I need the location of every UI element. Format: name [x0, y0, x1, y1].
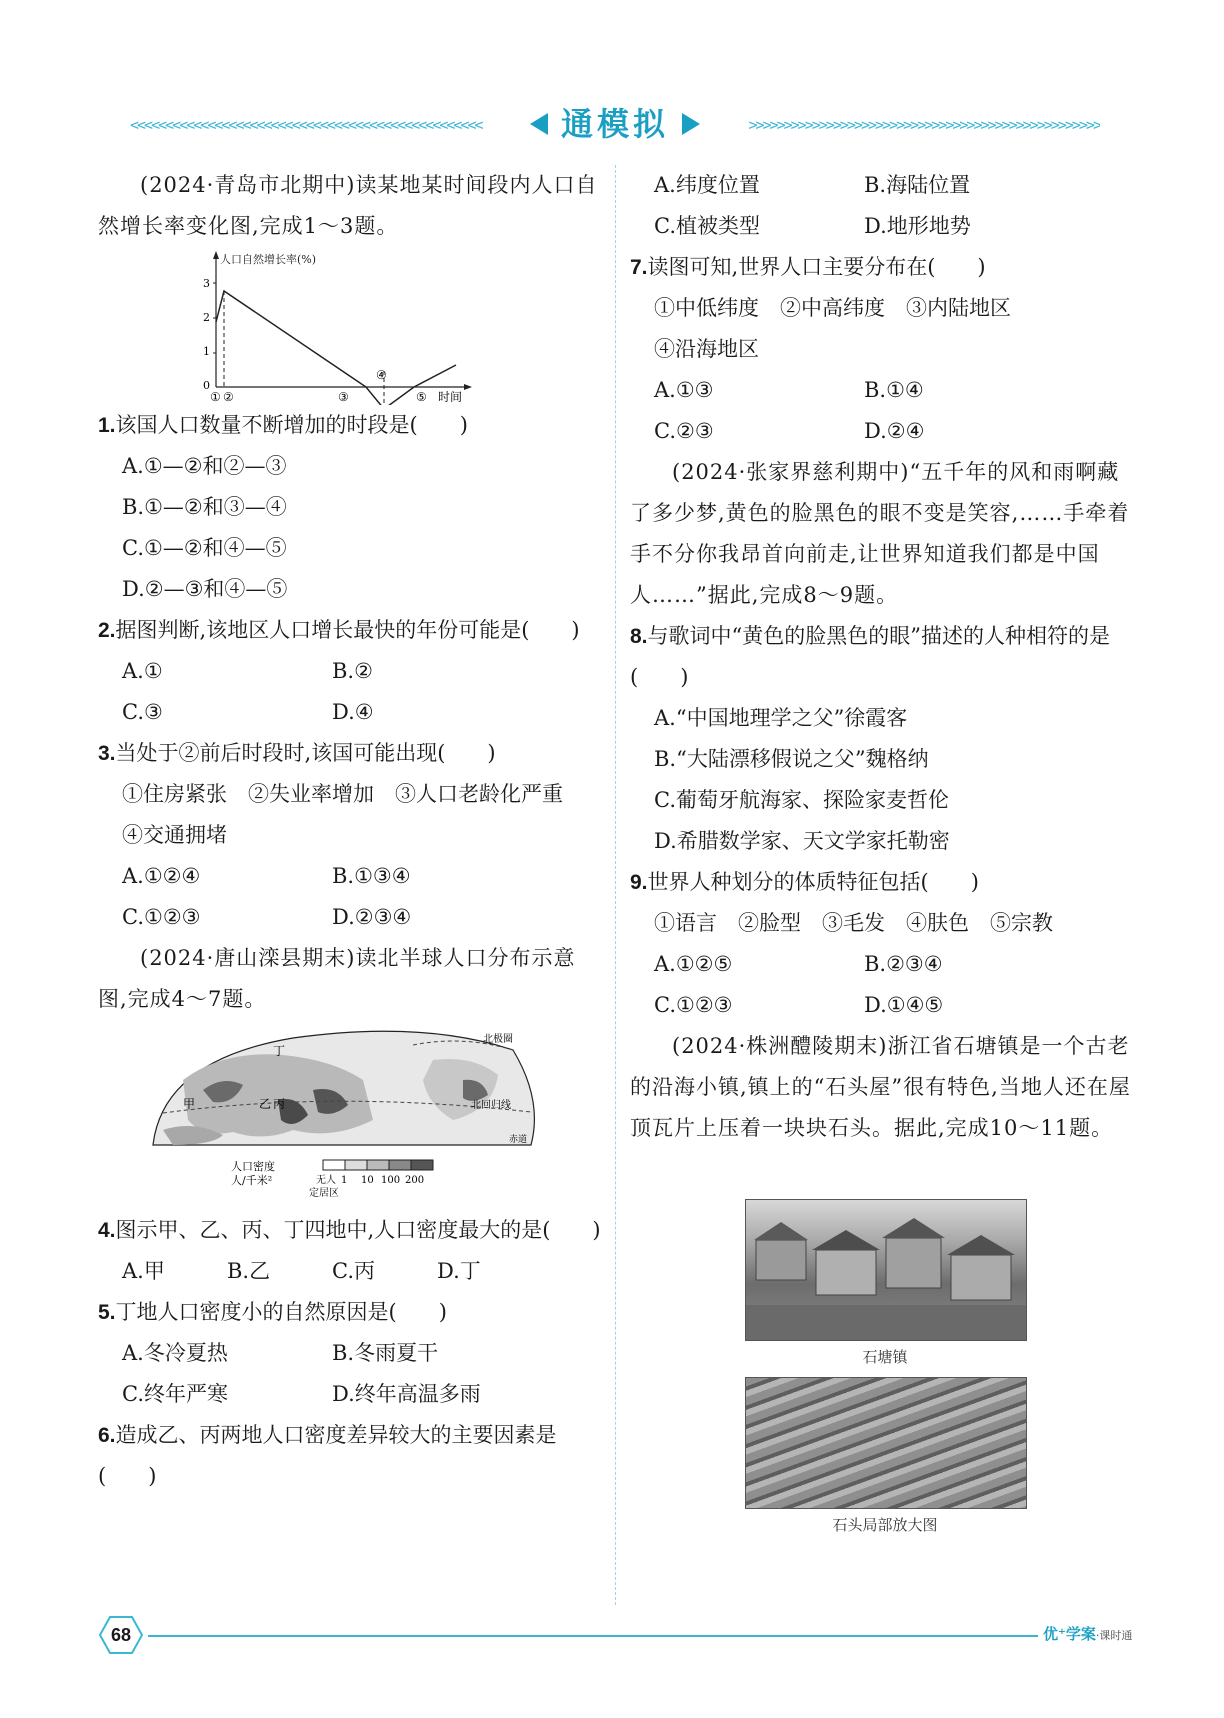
legend-swatch-4: [411, 1160, 433, 1170]
q2-option-a: A.①: [122, 659, 163, 683]
growth-rate-line: [216, 291, 456, 405]
y-axis-label: 人口自然增长率(%): [220, 253, 317, 266]
q5-option-b: B.冬雨夏干: [332, 1341, 439, 1365]
chevron-decoration-right: >>>>>>>>>>>>>>>>>>>>>>>>>>>>>>>>>>>>>>>>>>>>>>>>>>: [748, 116, 1100, 132]
q9-option-d: D.①④⑤: [864, 993, 944, 1017]
legend-empty-label2: 定居区: [309, 1188, 339, 1199]
population-map-svg: [133, 1020, 553, 1210]
legend-swatch-3: [389, 1160, 411, 1170]
q6-option-c: C.植被类型: [654, 214, 760, 238]
legend-value-1: 1: [341, 1175, 348, 1186]
photo-stone-closeup: [745, 1377, 1027, 1509]
q8-option-b: B.“大陆漂移假说之父”魏格纳: [654, 747, 929, 771]
question-4: 4.图示甲、乙、丙、丁四地中,人口密度最大的是( ): [98, 1218, 601, 1242]
x-axis-arrow-icon: [464, 384, 472, 390]
q8-option-d: D.希腊数学家、天文学家托勒密: [654, 829, 950, 853]
q2-option-b: B.②: [332, 659, 373, 683]
triangle-left-icon: [530, 113, 548, 135]
q3-option-d: D.②③④: [332, 905, 412, 929]
q3-options-row2: [98, 897, 603, 938]
q1-option-a: A.①—②和②—③: [122, 454, 287, 478]
legend-empty-label: 无人: [316, 1175, 336, 1186]
q8-option-c: C.葡萄牙航海家、探险家麦哲伦: [654, 788, 949, 812]
q2-option-d: D.④: [332, 700, 374, 724]
intro-q10-11: (2024·株洲醴陵期末)浙江省石塘镇是一个古老的沿海小镇,镇上的“石头屋”很有特色,当地人还在屋顶瓦片上压着一块块石头。据此,完成10～11题。: [630, 1034, 1131, 1140]
town-houses-drawing: [746, 1200, 1026, 1340]
label-yi: 乙: [259, 1097, 272, 1111]
equator-label: 赤道: [509, 1135, 528, 1145]
arctic-circle-label: 北极圈: [483, 1034, 513, 1045]
page-number-badge: [98, 1615, 144, 1655]
q8-option-a: A.“中国地理学之父”徐霞客: [654, 706, 908, 730]
q6-options-row2: [630, 206, 1140, 247]
q5-option-c: C.终年严寒: [122, 1382, 228, 1406]
legend-unit: 人/千米²: [231, 1174, 273, 1187]
population-map: [133, 1020, 603, 1210]
q2-option-c: C.③: [122, 700, 163, 724]
label-jia: 甲: [183, 1097, 196, 1111]
q7-statements-2: ④沿海地区: [654, 337, 759, 361]
q7-option-d: D.②④: [864, 419, 925, 443]
section-header: [130, 100, 1100, 150]
label-bing: 丙: [273, 1097, 286, 1111]
q4-option-b: B.乙: [227, 1259, 271, 1283]
q3-option-b: B.①③④: [332, 864, 411, 888]
marker-4: ④: [376, 368, 387, 382]
tropic-label: 北回归线: [471, 1100, 511, 1111]
q2-options-row1: [98, 651, 603, 692]
left-column: [98, 165, 603, 1497]
legend-value-200: 200: [405, 1175, 425, 1186]
q4-option-a: A.甲: [122, 1259, 165, 1283]
q9-options-row1: [630, 944, 1140, 985]
column-divider: [615, 165, 616, 1605]
q7-option-b: B.①④: [864, 378, 924, 402]
legend-swatch-1: [345, 1160, 367, 1170]
q1-option-c: C.①—②和④—⑤: [122, 536, 287, 560]
question-6: 6.造成乙、丙两地人口密度差异较大的主要因素是( ): [98, 1423, 557, 1488]
growth-rate-svg: [198, 247, 488, 405]
question-7: 7.读图可知,世界人口主要分布在( ): [630, 255, 986, 279]
growth-rate-chart: [198, 247, 603, 405]
q1-option-b: B.①—②和③—④: [122, 495, 287, 519]
q9-options-row2: [630, 985, 1140, 1026]
q9-option-a: A.①②⑤: [654, 952, 733, 976]
brand-name: 优⁺学案: [1043, 1625, 1096, 1643]
y-tick-1: 1: [203, 345, 210, 358]
q7-options-row2: [630, 411, 1140, 452]
question-3: 3.当处于②前后时段时,该国可能出现( ): [98, 741, 496, 765]
right-column: [630, 165, 1140, 1535]
marker-1: ①: [210, 390, 221, 404]
q3-options-row1: [98, 856, 603, 897]
section-title: 通模拟: [560, 105, 669, 143]
question-2: 2.据图判断,该地区人口增长最快的年份可能是( ): [98, 618, 580, 642]
q7-options-row1: [630, 370, 1140, 411]
x-axis-label: 时间: [438, 390, 463, 404]
footer-line: [148, 1635, 1038, 1637]
q6-option-b: B.海陆位置: [864, 173, 971, 197]
chevron-decoration-left: <<<<<<<<<<<<<<<<<<<<<<<<<<<<<<<<<<<<<<<<<<<<<<<<<<: [130, 116, 482, 132]
y-tick-3: 3: [203, 277, 210, 290]
q2-options-row2: [98, 692, 603, 733]
q4-option-d: D.丁: [437, 1259, 481, 1283]
q6-option-a: A.纬度位置: [654, 173, 760, 197]
brand-logo: [1043, 1623, 1132, 1644]
y-tick-0: 0: [203, 379, 210, 392]
legend-title: 人口密度: [231, 1160, 275, 1173]
q5-option-a: A.冬冷夏热: [122, 1341, 228, 1365]
q5-option-d: D.终年高温多雨: [332, 1382, 481, 1406]
photo-shitang-town: [745, 1199, 1027, 1341]
q3-option-a: A.①②④: [122, 864, 201, 888]
q7-option-c: C.②③: [654, 419, 714, 443]
q5-options-row1: [98, 1333, 603, 1374]
marker-2: ②: [223, 390, 234, 404]
intro-q4-7: (2024·唐山滦县期末)读北半球人口分布示意图,完成4～7题。: [98, 946, 576, 1011]
section-title-banner: [530, 102, 700, 146]
q6-options-row1: [630, 165, 1140, 206]
q7-option-a: A.①③: [654, 378, 714, 402]
legend-value-10: 10: [361, 1175, 374, 1186]
q3-statements: ①住房紧张 ②失业率增加 ③人口老龄化严重 ④交通拥堵: [122, 782, 584, 847]
q6-option-d: D.地形地势: [864, 214, 971, 238]
q9-option-b: B.②③④: [864, 952, 943, 976]
y-axis-arrow-icon: [213, 251, 219, 259]
q1-option-d: D.②—③和④—⑤: [122, 577, 288, 601]
question-9: 9.世界人种划分的体质特征包括( ): [630, 870, 979, 894]
question-5: 5.丁地人口密度小的自然原因是( ): [98, 1300, 447, 1324]
legend-value-100: 100: [381, 1175, 401, 1186]
q5-options-row2: [98, 1374, 603, 1415]
q9-option-c: C.①②③: [654, 993, 733, 1017]
question-8: 8.与歌词中“黄色的脸黑色的眼”描述的人种相符的是( ): [630, 624, 1110, 689]
page-number: 68: [110, 1625, 132, 1645]
q7-statements-1: ①中低纬度 ②中高纬度 ③内陆地区: [654, 296, 1011, 320]
q3-option-c: C.①②③: [122, 905, 201, 929]
page-footer: [98, 1615, 1133, 1655]
legend-swatch-2: [367, 1160, 389, 1170]
label-ding: 丁: [273, 1044, 286, 1058]
photo2-caption: 石头局部放大图: [832, 1516, 938, 1534]
brand-sub: ·课时通: [1095, 1629, 1133, 1642]
marker-3: ③: [338, 390, 349, 404]
legend-swatch-0: [323, 1160, 345, 1170]
photo1-caption: 石塘镇: [862, 1348, 908, 1366]
q4-options: [98, 1251, 603, 1292]
q9-statements: ①语言 ②脸型 ③毛发 ④肤色 ⑤宗教: [654, 911, 1053, 935]
intro-q1-3: (2024·青岛市北期中)读某地某时间段内人口自然增长率变化图,完成1～3题。: [98, 173, 598, 238]
triangle-right-icon: [682, 113, 700, 135]
intro-q8-9: (2024·张家界慈利期中)“五千年的风和雨啊藏了多少梦,黄色的脸黑色的眼不变是笑容,……手牵着手不分你我昂首向前走,让世界知道我们都是中国人……”据此,完成8～9题。: [630, 460, 1130, 607]
y-tick-2: 2: [203, 311, 210, 324]
q4-option-c: C.丙: [332, 1259, 375, 1283]
marker-5: ⑤: [416, 390, 427, 404]
question-1: 1.该国人口数量不断增加的时段是( ): [98, 413, 468, 437]
